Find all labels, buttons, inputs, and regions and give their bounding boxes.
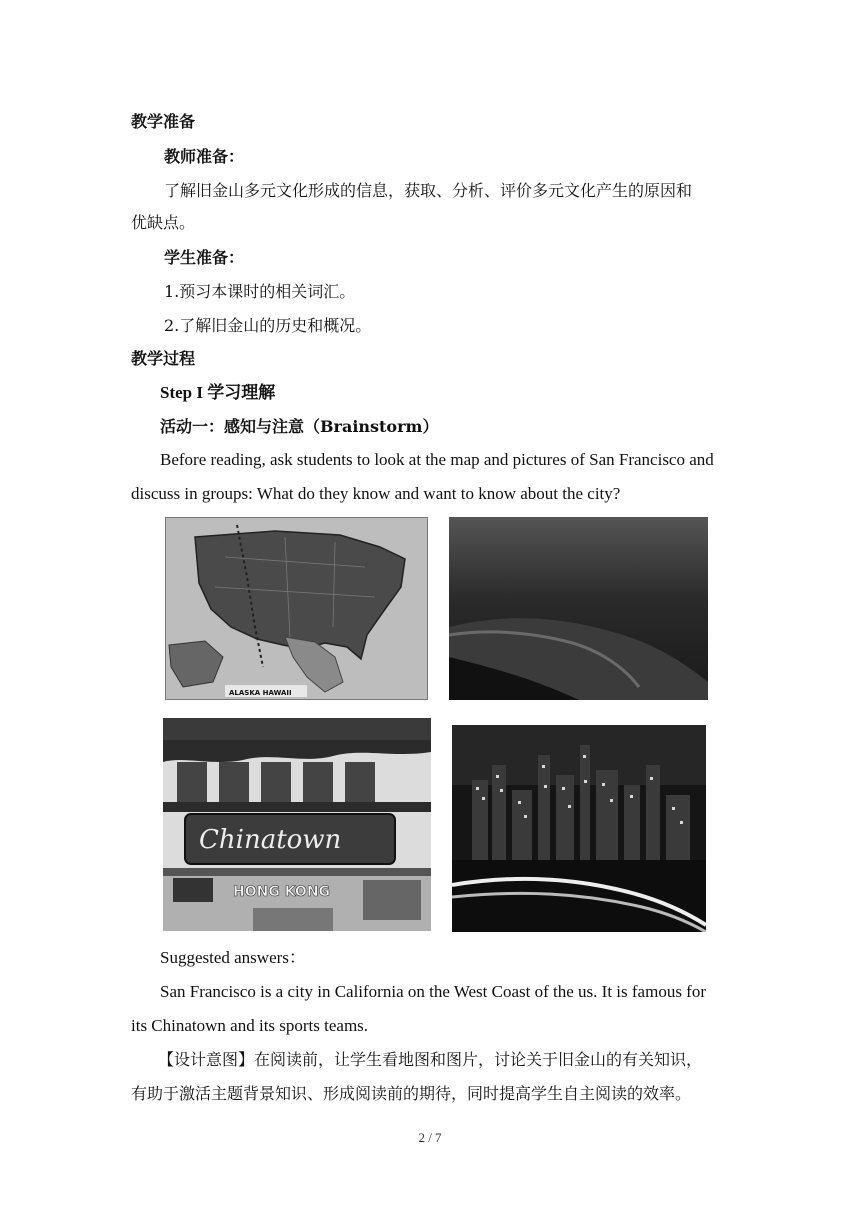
teacher-preparation-text-line-2: 优缺点。 [131,213,196,232]
suggested-answers-text-line-1: San Francisco is a city in California on the West Coast of the us. It is famous for [160,982,707,1001]
heading-teaching-preparation: 教学准备 [131,112,196,131]
hong-kong-sign-text: HONG KONG [233,884,331,900]
step-title: Step I 学习理解 [160,383,276,402]
teacher-preparation-text-line-1: 了解旧金山多元文化形成的信息，获取、分析、评价多元文化产生的原因和 [164,181,693,200]
chinatown-sign-photo [163,718,431,931]
page-number: 2 / 7 [418,1130,442,1145]
heading-student-preparation: 学生准备： [164,248,245,267]
heading-teaching-process: 教学过程 [131,349,196,368]
activity-title: 活动一：感知与注意（Brainstorm） [160,417,439,436]
city-skyline-night-photo [452,725,706,932]
usa-map-image [165,517,428,700]
heading-teacher-preparation: 教师准备： [164,147,245,166]
design-intent-line-1: 【设计意图】在阅读前，让学生看地图和图片，讨论关于旧金山的有关知识， [158,1050,703,1069]
map-caption-label: ALASKA HAWAII [229,689,292,697]
chinatown-sign-text: Chinatown [199,825,342,855]
intro-text-line-1: Before reading, ask students to look at the map and pictures of San Francisco and [160,450,714,469]
design-intent-line-2: 有助于激活主题背景知识、形成阅读前的期待，同时提高学生自主阅读的效率。 [131,1084,692,1103]
intro-text-line-2: discuss in groups: What do they know and want to know about the city? [131,484,621,503]
suggested-answers-heading: Suggested answers： [160,948,306,967]
student-preparation-item-1: 1.预习本课时的相关词汇。 [164,282,356,301]
student-preparation-item-2: 2.了解旧金山的历史和概况。 [164,316,372,335]
coastline-photo [449,517,708,700]
suggested-answers-text-line-2: its Chinatown and its sports teams. [131,1016,369,1035]
